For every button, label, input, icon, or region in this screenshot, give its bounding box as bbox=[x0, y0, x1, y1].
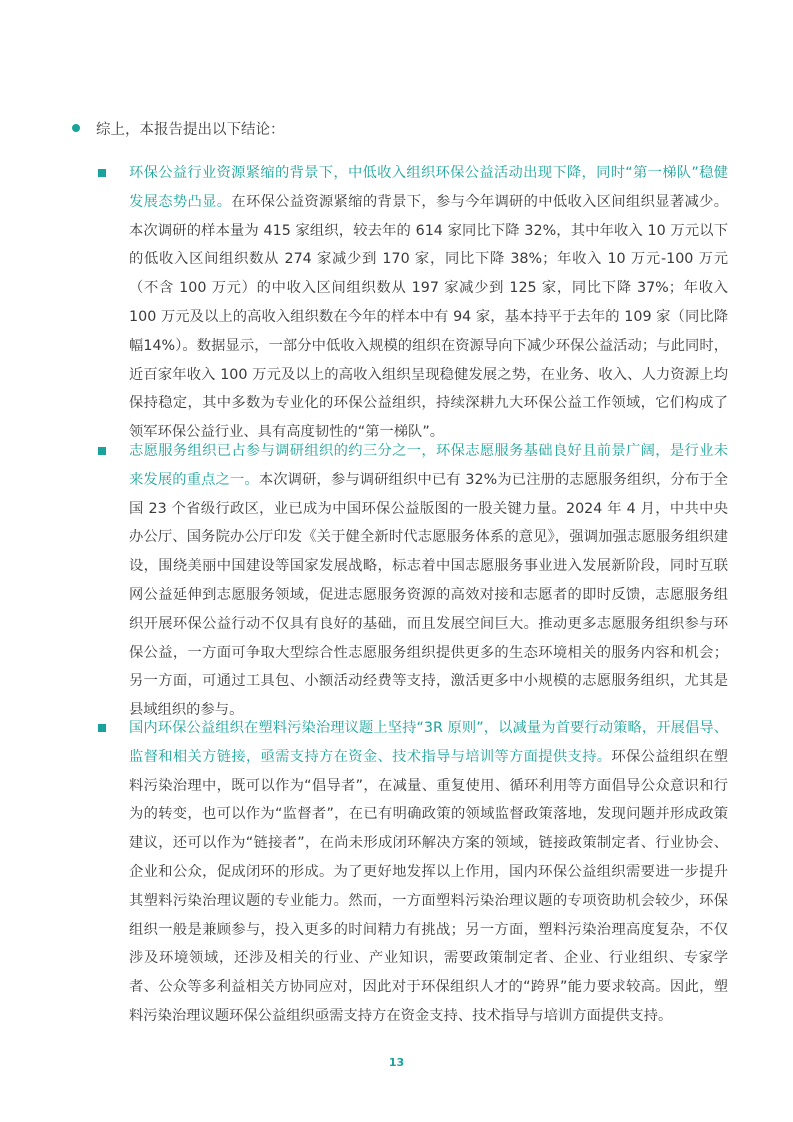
conclusion-section-1 bbox=[98, 159, 728, 447]
intro-line bbox=[72, 119, 285, 141]
page-number: 13 bbox=[388, 1056, 405, 1069]
bullet-square-icon bbox=[98, 169, 106, 177]
bullet-square-icon bbox=[98, 447, 106, 455]
section-lead: 志愿服务组织已占参与调研组织的约三分之一，环保志愿服务基础良好且前景广阔，是行业未来发展的重点之一。 bbox=[129, 443, 728, 488]
conclusion-section-3 bbox=[98, 714, 728, 1031]
section-body: 环保公益组织在塑料污染治理中，既可以作为“倡导者”，在减量、重复使用、循环利用等方面倡导公众意识和行为的转变，也可以作为“监督者”，在已有明确政策的领域监督政策落地，发现问题并形成政策建议，还可以作为“链接者”，在尚未形成闭环解决方案的领域，链接政策制定者、行业协会、企业和公众，促成闭环的形成。为了更好地发挥以上作用，国内环保公益组织需要进一步提升其塑料污染治理议题的专业能力。然而，一方面塑料污染治理议题的专项资助机会较少，环保组织一般是兼顾参与，投入更多的时间精力有挑战；另一方面，塑料污染治理高度复杂，不仅涉及环境领域，还涉及相关的行业、产业知识，需要政策制定者、企业、行业组织、专家学者、公众等多利益相关方协同应对，因此对于环保组织人才的“跨界”能力要求较高。因此，塑料污染治理议题环保公益组织亟需支持方在资金支持、技术指导与培训方面提供支持。 bbox=[129, 748, 729, 1024]
section-lead: 国内环保公益组织在塑料污染治理议题上坚持“3R 原则”，以减量为首要行动策略，开展倡导、监督和相关方链接，亟需支持方在资金、技术指导与培训等方面提供支持。 bbox=[129, 720, 728, 765]
section-body: 本次调研，参与调研组织中已有 32%为已注册的志愿服务组织，分布于全国 23 个省级行政区，业已成为中国环保公益版图的一股关键力量。2024 年 4 月，中共中央办公厅、国务院办公厅印发《关于健全新时代志愿服务体系的意见》，强调加强志愿服务组织建设，围绕美丽中国建设等国家发展战略，标志着中国志愿服务事业进入发展新阶段，同时互联网公益延伸到志愿服务领域，促进志愿服务资源的高效对接和志愿者的即时反馈，志愿服务组织开展环保公益行动不仅具有良好的基础，而且发展空间巨大。推动更多志愿服务组织参与环保公益，一方面可争取大型综合性志愿服务组织提供更多的生态环境相关的服务内容和机会；另一方面，可通过工具包、小额活动经费等支持，激活更多中小规模的志愿服务组织，尤其是县域组织的参与。 bbox=[129, 471, 729, 719]
bullet-square-icon bbox=[98, 724, 106, 732]
section-paragraph bbox=[129, 159, 728, 447]
section-lead: 环保公益行业资源紧缩的背景下，中低收入组织环保公益活动出现下降，同时“第一梯队”稳健发展态势凸显。 bbox=[129, 165, 728, 210]
conclusion-section-2 bbox=[98, 437, 728, 725]
section-paragraph bbox=[129, 437, 728, 725]
intro-text: 综上，本报告提出以下结论： bbox=[96, 122, 285, 138]
bullet-dot-icon bbox=[72, 124, 80, 132]
section-body: 在环保公益资源紧缩的背景下，参与今年调研的中低收入区间组织显著减少。本次调研的样本量为 415 家组织，较去年的 614 家同比下降 32%，其中年收入 10 万元以下的低收入区间组织数从 274 家减少到 170 家，同比下降 38%；年收入 10 万元-100 万元（不含 100 万元）的中收入区间组织数从 197 家减少到 125 家，同比下降 37%；年收入 100 万元及以上的高收入组织数在今年的样本中有 94 家，基本持平于去年的 109 家（同比降幅14%）。数据显示，一部分中低收入规模的组织在资源导向下减少环保公益活动；与此同时，近百家年收入 100 万元及以上的高收入组织呈现稳健发展之势，在业务、收入、人力资源上均保持稳定，其中多数为专业化的环保公益组织，持续深耕九大环保公益工作领域，它们构成了领军环保公益行业、具有高度韧性的“第一梯队”。 bbox=[129, 193, 729, 441]
section-paragraph bbox=[129, 714, 728, 1031]
